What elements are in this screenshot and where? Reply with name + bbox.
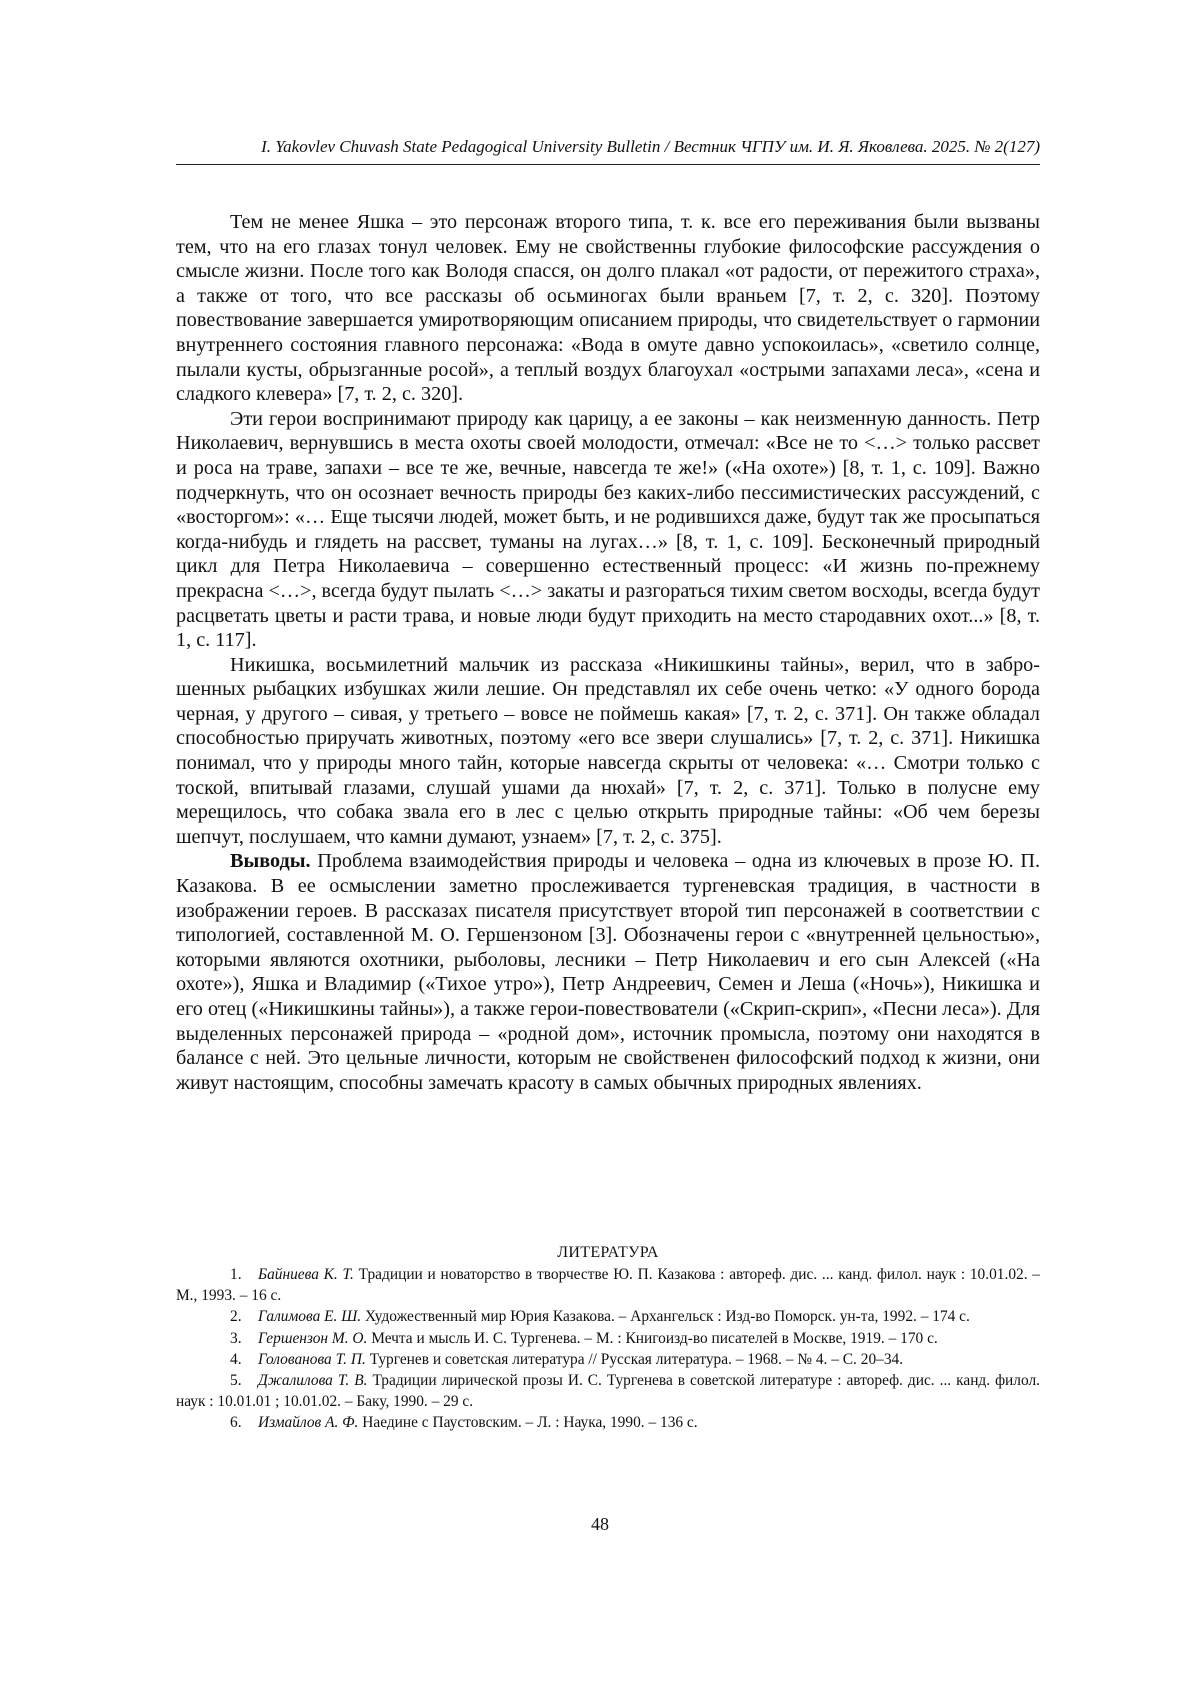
conclusions-label: Выводы. [230,850,311,873]
reference-item [176,1328,1040,1349]
reference-number: 1. [230,1266,242,1283]
reference-item [176,1349,1040,1370]
paragraph-nature-queen: Эти герои воспринимают природу как царицу, а ее законы – как неизменную данность. Петр Николаевич, вернувшись в места охоты своей молодости, отмечал: «Все не то <…> только рассвет и роса на траве, запахи – все те же, вечные, навсегда те же!» («На охоте») [8, т. 1, с. 109]. Важно подчеркнуть, что он осознает вечность природы без каких-либо пессимистических рассуждений, с «восторгом»: «… Еще тысячи людей, может быть, и не родившихся даже, будут так же просыпаться когда-нибудь и глядеть на рассвет, туманы на лугах…» [8, т. 1, с. 109]. Бесконечный природный цикл для Петра Николаевича – совершенно естественный процесс: «И жизнь по-прежнему прекрасна <…>, всегда будут пылать <…> закаты и разгораться тихим светом восходы, всегда будут расцветать цветы и расти трава, и новые люди будут приходить на место стародавних охот...» [8, т. 1, с. 117]. [176,407,1040,652]
reference-number: 5. [230,1372,242,1390]
reference-text: Наедине с Паустовским. – Л. : Наука, 1990. – 136 с. [358,1414,698,1432]
paragraph-nikishka: Никишка, восьмилетний мальчик из рассказа «Никишкины тайны», верил, что в заброшенных рыбацких избушках жили лешие. Он представлял их себе очень четко: «У одного борода черная, у другого – сивая, у третьего – вовсе не поймешь какая» [7, т. 2, с. 371]. Он также обладал способностью приручать животных, поэтому «его все звери слушались» [7, т. 2, с. 371]. Никишка понимал, что у природы много тайн, которые навсегда скрыты от человека: «… Смотри только с тоской, впитывай глазами, слушай ушами да нюхай» [7, т. 2, с. 371]. Только в полусне ему мерещилось, что собака звала его в лес с целью открыть природные тайны: «Об чем березы шепчут, послушаем, что камни думают, узнаем» [7, т. 2, с. 375]. [176,653,1040,848]
paragraph-conclusions [176,849,1040,1095]
references-heading: ЛИТЕРАТУРА [557,1244,659,1261]
reference-number: 2. [230,1308,242,1326]
reference-author: Голованова Т. П. [258,1350,366,1368]
page-number: 48 [591,1514,609,1534]
reference-author: Измайлов А. Ф. [258,1414,359,1432]
conclusions-text: Проблема взаимодействия природы и человека – одна из ключевых в прозе Ю. П. Казакова. В ее осмыслении заметно прослеживается тургеневская традиция, в частности в изображении героев. В рассказах писателя присутствует второй тип персонажей в соответствии с типологией, составленной М. О. Гершензоном [3]. Обозначены герои с «внутренней цельностью», которыми являются охотники, рыболовы, лесники – Петр Николаевич и его сын Алексей («На охоте»), Яшка и Владимир («Тихое утро»), Петр Андреевич, Семен и Леша («Ночь»), Никишка и его отец («Никишкины тайны»), а также герои-повествователи («Скрип-скрип», «Песни леса»). Для выделенных персонажей природа – «родной дом», источник промысла, поэтому они находятся в балансе с ней. Это цельные личности, которым не свойственен философский подход к жизни, они живут настоящим, способны замечать красоту в самых обычных природных явлениях. [176,850,1040,1094]
references-section [176,1242,1040,1434]
reference-author: Гершензон М. О. [258,1329,368,1347]
reference-number: 6. [230,1414,242,1432]
reference-text: Тургенев и советская литература // Русская литература. – 1968. – № 4. – С. 20–34. [365,1350,904,1368]
reference-text: Традиции и новаторство в творчестве Ю. П. Казакова : автореф. дис. ... канд. филол. наук : 10.01.02. – М., 1993. – 16 с. [176,1266,1041,1305]
reference-item [176,1264,1040,1306]
running-header: I. Yakovlev Chuvash State Pedagogical University Bulletin / Вестник ЧГПУ им. И. Я. Яковлева. 2025. № 2(127) [176,136,1040,165]
reference-author: Джалилова Т. В. [258,1372,368,1390]
reference-text: Мечта и мысль И. С. Тургенева. – М. : Книгоизд-во писателей в Москве, 1919. – 170 с. [367,1329,938,1347]
reference-item [176,1370,1040,1412]
reference-item [176,1306,1040,1327]
reference-author: Галимова Е. Ш. [258,1308,362,1326]
reference-text: Традиции лирической прозы И. С. Тургенева в советской литературе : автореф. дис. ... канд. филол. наук : 10.01.01 ; 10.01.02. – Баку, 1990. – 29 с. [176,1372,1040,1411]
article-body [176,210,1040,1095]
reference-number: 3. [230,1329,242,1347]
reference-author: Байниева К. Т. [258,1266,354,1283]
reference-text: Художественный мир Юрия Казакова. – Архангельск : Изд-во Поморск. ун-та, 1992. – 174 с. [361,1308,970,1326]
reference-number: 4. [230,1350,242,1368]
paragraph-yashka: Тем не менее Яшка – это персонаж второго типа, т. к. все его переживания были вызваны тем, что на его глазах тонул человек. Ему не свойственны глубокие философские рассуждения о смысле жизни. После того как Володя спасся, он долго плакал «от радости, от пережитого страха», а также от того, что все рассказы об осьминогах были враньем [7, т. 2, с. 320]. Поэтому повествование завершается умиротворяющим описанием природы, что свидетельствует о гармонии внутреннего состояния главного персонажа: «Вода в омуте давно успокоилась», «светило солнце, пылали кусты, обрызганные росой», а теплый воздух благоухал «острыми запахами леса», «сена и сладкого клевера» [7, т. 2, с. 320]. [176,211,1040,406]
reference-item [176,1412,1040,1433]
